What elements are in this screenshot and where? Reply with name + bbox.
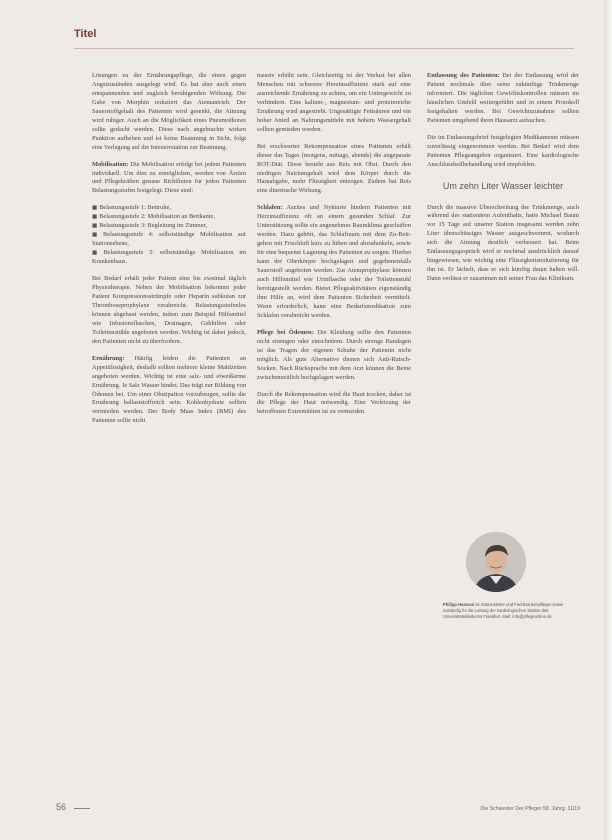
header-rule [74,48,574,49]
bullet-icon: ■ [92,232,102,239]
list-item-text: Belastungsstufe 1: Bettruhe, [99,204,171,212]
article-column-1 [92,72,246,434]
list-item [92,222,246,231]
paragraph-entlassung [427,72,579,126]
paragraph-text: Die Mobilisation erfolgt bei jedem Patienten individuell. Um dies zu ermöglichen, werden von Ärzten und Pflegekräften genaue Richtlinien für jeden Patienten Belastungsstufen festgelegt. Diese sind: [92,160,246,195]
bullet-icon: ■ [92,214,98,221]
box-heading: Um zehn Liter Wasser leichter [442,180,564,191]
author-caption [443,602,579,621]
page-edge [604,0,612,840]
paragraph-text: Aszites und Nykturie hindern Patienten mit Herzinsuffizienz oft an einem gesunden Schlaf. Zur Unterstützung sollte ein angenehmes Raumklima geschaffen werden. Dazu gehört, das Schlafraum mit dem Zu-Bett-gehen mit Frischluft kurz zu lüften und abzudunkeln, sowie für eine bequeme Lagerung des Patienten zu sorgen. Hierbei kann der Oberkörper hochgelagert und gegebenenfalls Sauerstoff angeboten werden. Zur Atemprophylaxe können auch Hilfsmittel wie Urinflasche oder der Toilettenstuhl bereitgestellt werden. Bietet Pflegeaktivitäten eigenständig ihm Hilfe an, wird dem Patienten Sicherheit vermittelt. Wenn erforderlich, kann eine Bedarfsmedikation zum Schlafen verabreicht werden. [257,204,411,319]
paragraph-text: Die Kleidung sollte den Patienten nicht einengen oder einschnüren. Durch strenge Bandagen ist das Tragen der eigenen Schuhe der Patientin nicht möglich. Als gute Alternative dienen sich Anti-Rutsch-Socken. Nach Rücksprache mit dem Arzt können die Beine zwischenzeitlich hochgelagert werden. [257,328,411,381]
author-bio: ist Stationsleiter und Fachkrankenpfleger sowie zuständig für die Leitung der kardiologischen Station des Universitätsklinikums Frankfurt. Mail: info@pflegeonline.de [443,602,564,620]
list-item-text: Belastungsstufe 3: Begleitung im Zimmer, [99,222,207,230]
author-name: Philipp Hassani [443,602,475,607]
footer-rule [74,808,90,809]
subhead-entlassung: Entlassung des Patienten: [427,72,500,79]
list-item-text: Belastungsstufe 4: selbstständige Mobilisation auf Stationsebene, [92,231,246,248]
subhead-mobilisation: Mobilisation: [92,160,129,168]
paragraph-ernaehrung [92,355,246,427]
paragraph: massiv erhöht sein. Gleichzeitig ist der Verlust bei allen Menschen mit schwerer Herzinsuffizienz stark auf eine ausreichende Ernährung zu achten, um ein Untergewicht zu verhindern. Eine kalium-, magnesium- und proteinreiche Ernährung wird angestrebt. Ungesättigte Fettsäuren und ein hoher Anteil an Nahrungsmitteln mit hohem Wassergehalt sollten gemieden werden. [257,72,411,133]
paragraph-text: Häufig leiden die Patienten an Appetitlosigkeit, deshalb sollten mehrere kleine Mahlzeiten angeboten werden. Wichtig ist eine salz- und eiweißarme Ernährung. Je Salz Wasser bindet. Das trägt zur Bildung von Ödemen bei. Um einer Obstipation vorzubeugen, sollte die Ernährung ballaststoffreich sein. Kohlenhydrate sollten vermieden werden. Der Body Mass Index (BMI) des Patienten sollte nicht [92,354,246,425]
section-rubric: Titel [74,28,97,40]
author-portrait [466,532,526,592]
subhead-oedeme: Pflege bei Ödemen: [257,328,314,336]
bullet-icon: ■ [92,223,98,230]
paragraph-mobilisation [92,161,246,197]
subhead-ernaehrung: Ernährung: [92,354,125,362]
list-item [92,231,246,249]
paragraph: Lösungen zu der Ernährungspflege, die einen gegen Angstzuständen ausgelegt wird. Es hat aber auch einen entspannenden und zugleich beruhigenden Wirkung. Die Gabe von Morphin reduziert das Atemantrieb. Der Sauerstoffgehalt des Patienten wird gesenkt, die Atmung wird ruhiger. Auch an die Möglichkeit eines Pneumothorax sollte gedacht werden. Diese nach angebrachte wirken Punktion aufheben und ist keine Beatmung in Sicht, folgt eine Verlegung auf die Intensivstation zur Beatmung. [92,72,246,151]
list-item [92,249,246,267]
paragraph: Die im Entlassungsbrief festgelegten Medikamente müssen zuverlässig eingenommen werden. Bei Bedarf wird dem Patienten Pflegeangebot organisiert. Eine kardiologische Anschlussheilbehandlung wird empfohlen. [427,133,579,168]
list-item-text: Belastungsstufe 2: Mobilisation an Bettkante, [99,213,215,221]
paragraph: Durch die massive Überschreitung der Trinkmenge, auch während des stationären Aufenthalts, hatte Michael Baum vor 15 Tage auf unserer Station insgesamt werden zehn Liter überschüssiges Wasser ausgeschwemmt, wodurch sich die Atmung deutlich verbessert hat. Beim Entlassungsgespräch wird er nochmal ausdrücklich darauf hingewiesen, wie wichtig eine Flüssigkeitsreduzierung für ihn ist. Er lächelt, dass er sich künftig daran halten will. Dann verlässt er zusammen mit seiner Frau das Klinikum. [427,203,579,283]
bullet-icon: ■ [92,250,102,257]
paragraph: Durch die Rekompensation wird die Haut trocken, daher ist die Pflege der Haut notwendig. Eine Verletzung der betroffenen Extremitäten ist zu vermeiden. [257,390,411,416]
belastungsstufen-list [92,204,246,267]
subhead-schlafen: Schlafen: [257,204,283,212]
page-number: 56 [56,802,67,812]
paragraph-oedeme [257,329,411,383]
paragraph: Bei erschwerter Rekompensation eines Patienten erhält dieser das Tages (morgens, mittags, abends) die angepasste ROT-Diät. Diese besteht aus Reis mit Obst. Durch den niedrigen Natriumgehalt wird dem Körper durch die Harnabgabe, mehr Flüssigkeit entzogen. Zudem hat Reis eine diuretische Wirkung. [257,142,411,195]
bullet-icon: ■ [92,205,98,212]
list-item [92,213,246,222]
article-column-3 [427,72,579,292]
paragraph-text: Bei der Entlassung wird der Patient nochmals über seine zukünftige Trinkmenge informiert. Die täglichen Gewichtskontrollen müssen im häuslichen Umfeld weitergeführt und in einem Protokoll festgehalten werden. Bei Gewichtszunahme sollten Patienten umgehend ihren Hausarzt aufsuchen. [427,72,579,124]
list-item [92,204,246,213]
list-item-text: Belastungsstufe 5: selbstständige Mobilisation im Krankenhaus. [92,249,246,266]
paragraph: Bei Bedarf erhält jeder Patient eine bis zweimal täglich Physiotherapie. Neben der Mobilisation bekommt jeder Patient Kompressionsstrümpfe oder Heparin subkutan zur Thromboseprophylaxe verabreicht. Belastungsstufenlos können abgebaut werden, indem zum Beispiel Hilfsmittel wie Infusionsflaschen, Drainagen, Gehhilfen oder Toilettenstühle angeboten werden. Wichtig ist dabei jedoch, den Patienten nicht zu überfordern. [92,275,246,345]
paragraph-schlafen [257,204,411,320]
article-column-2 [257,72,411,425]
portrait-illustration [466,532,526,592]
journal-footer: Die Schwester Der Pfleger 58. Jahrg. 11|19 [480,806,580,812]
